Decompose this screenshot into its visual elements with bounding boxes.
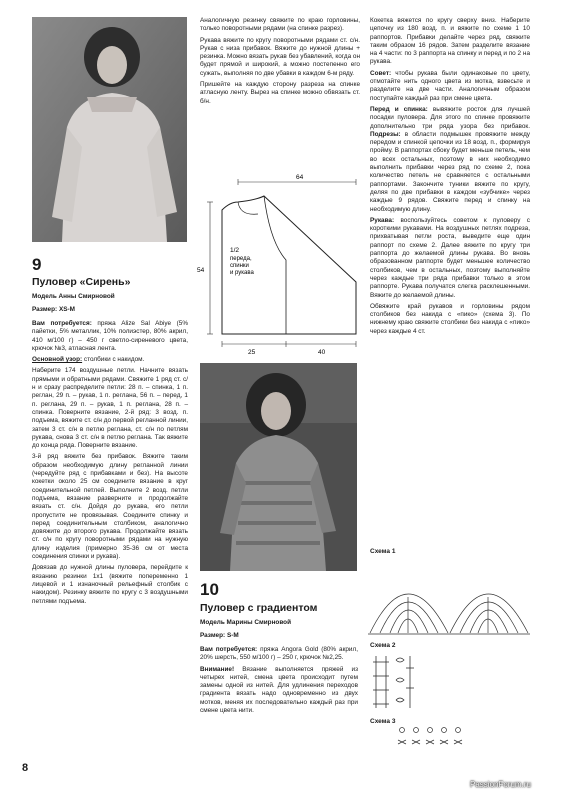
diagram-note-4: и рукава xyxy=(230,270,254,276)
materials-label: Вам потребуется: xyxy=(32,320,92,327)
scheme-3-chart xyxy=(396,726,476,746)
edging: Обвяжите край рукавов и горловины рядом столбиков без накида с «пико» (схема 3). По нижнему краю свяжите столбики без накида с «пико» через каждые 4 ст. xyxy=(370,302,530,335)
paragraph: Кокетка вяжется по кругу сверху вниз. Наберите цепочку из 180 возд. п. и вяжите по схеме 1 10 раппортов. Прибавки делайте через ряд, свяжите таким образом 16 рядов. Затем разделите вязание на 4 части: по 3 раппорта на спинку и перед и по 2 на рукава. xyxy=(370,17,530,66)
materials-10 xyxy=(200,646,358,663)
attention-10 xyxy=(200,666,358,716)
paragraph: Рукава вяжите по кругу поворотными рядами ст. с/н. Рукав с низа прибавок. Вяжите до нужной длины + резинка. Можно вязать рукав без убавлений, когда он будет прямой и широкий, а можно постепенно его сужать, выполняя по две убавки в каждом 6-м ряду. xyxy=(200,36,360,77)
scheme-1-chart xyxy=(366,557,532,637)
pattern-label: Основной узор: xyxy=(32,356,83,364)
sweater-10-photo xyxy=(200,363,357,571)
column-3-text xyxy=(370,17,530,339)
pattern-diagram xyxy=(196,172,364,362)
attention-text: Вязание выполняется пряжей из четырех нитей, смена цвета происходит путем замены одной из нитей. Для удлинения переходов градиента вязать надо одновременно из двух мотков, меняя их последовательно каждый раз при смене цвета нити. xyxy=(200,665,358,715)
front-text: вывяжите росток для лучшей посадки пуловера. Для этого по спинке провяжите дополнительно три ряда узора без прибавок. xyxy=(370,105,530,130)
sleeves-label: Рукава: xyxy=(370,216,395,224)
sweater-9-photo xyxy=(32,17,187,242)
size-label: Размер: xyxy=(32,306,58,313)
size-label: Размер: xyxy=(200,632,226,639)
materials-text: пряжа Alize Sal Abiye (5% пайетки, 5% металлик, 10% полиэстер, 80% акрил, 410 м/100 г) – 450 г светло-сиреневого цвета, крючок №3, атласная лента. xyxy=(32,320,189,352)
size-value: S-M xyxy=(226,632,239,639)
dim-top: 64 xyxy=(296,174,304,181)
paragraph: Наберите 174 воздушные петли. Начните вязать прямыми и обратными рядами. Свяжите 1 ряд ст. с/н и сразу распределите петли: 28 п. – спинка, 1 п. реглан, 29 п. – рукав, 1 п. реглана, 56 п. – перед, 1 п. реглана, 29 п. – рукав, 1 п. реглана, 28 п. – спинка. Поверните вязание, 2-й ряд: 3 возд. п. подъема, вяжите ст. с/н до первой регланной линии, затем 3 ст. с/н в петлю реглана, ст. с/н по петлям рукава, снова 3 ст. с/н в петлю реглана. Так вяжите до конца ряда. Поверните вязание. xyxy=(32,367,188,450)
paragraph: Пришейте на каждую сторону разреза на спинке атласную ленту. Вырез на спинке можно обвязать ст. б/н. xyxy=(200,81,360,105)
size-value: XS-M xyxy=(58,306,75,313)
pattern-title-9: Пуловер «Сирень» xyxy=(32,276,131,288)
materials-label: Вам потребуется: xyxy=(200,646,258,653)
watermark: PassionForum.ru xyxy=(470,780,531,789)
size-9 xyxy=(32,306,75,315)
dim-bottom-left: 25 xyxy=(248,349,256,356)
materials-9 xyxy=(32,320,188,353)
sleeves-text: воспользуйтесь советом к пуловеру с короткими рукавами. На воздушных петлях подреза, прихватывая петли роста, выведите еще один раппорт по схеме 2. Далее вяжите по кругу три раппорта до желаемой длины рукава. Во вновь образованном раппорте будет меньшее количество столбиков, чем в остальных, поэтому выполняйте через каждые три ряда прибавки только в этом раппорте. Рукава получатся слегка расклешенными. Вяжите до желаемой длины. xyxy=(370,216,530,299)
diagram-note-3: спинки xyxy=(230,263,249,269)
armholes-text: в области подмышек провяжите между передом и спинкой цепочки из 18 возд. п., формируя пройму. В раппортах сбоку будет меньше петель, чем во всех остальных, поэтому в них необходимо выполнить прибавки через ряд по схеме 2, пока количество петель не сравняется с остальными раппортами. Закончите туники вяжите по кругу, деляя по две прибавки в каждом «зубчике» через каждые 9 рядов. Свяжите перед и спинку на необходимую длину. xyxy=(370,130,531,213)
armholes-label: Подрезы: xyxy=(370,130,401,138)
diagram-note-1: 1/2 xyxy=(230,247,240,254)
dim-bottom-right: 40 xyxy=(318,349,326,356)
dim-left: 54 xyxy=(197,267,205,274)
column-1-text xyxy=(32,320,188,609)
pattern-title-10: Пуловер с градиентом xyxy=(200,602,318,614)
column-2-bottom-text xyxy=(200,646,358,718)
front-back xyxy=(370,106,530,214)
advice xyxy=(370,70,530,103)
paragraph: Аналогичную резинку свяжите по краю горловины, только поворотными рядами (на спинке разрез). xyxy=(200,17,360,33)
pattern-text: столбики с накидом. xyxy=(83,356,145,364)
scheme-1-label: Схема 1 xyxy=(370,548,396,555)
scheme-2-chart xyxy=(370,652,450,712)
front-label: Перед и спинка: xyxy=(370,105,428,113)
page-number: 8 xyxy=(22,762,29,774)
diagram-note-2: переда, xyxy=(230,256,252,262)
attention-label: Внимание! xyxy=(200,665,235,673)
materials-text: пряжа Angora Gold (80% акрил, 20% шерсть, 550 м/100 г) – 250 г, крючок №2,25. xyxy=(200,646,358,662)
pattern-number-9: 9 xyxy=(32,255,42,274)
column-2-top-text xyxy=(200,17,360,109)
sleeves xyxy=(370,217,530,300)
advice-text: чтобы рукава были одинаковые по цвету, отмотайте нить одного цвета из мотка, взвесьте и разделите на две части. Аналогичным образом поступайте каждый раз при смене цвета. xyxy=(370,69,530,102)
paragraph: Довязав до нужной длины пуловера, перейдите к вязанию резинки 1х1 (вяжите попеременно 1 лицевой и 1 изнаночный рельефный столбик с накидом). Резинку вяжите по кругу с 3 воздушными петлями подъема. xyxy=(32,564,188,605)
size-10 xyxy=(200,632,239,641)
paragraph: 3-й ряд вяжите без прибавок. Вяжите таким образом необходимую длину регланной линии (чередуйте ряд с прибавками и без). На высоте кокетки около 25 см соедините вязание в круг соединительной петлей. Выполните 2 возд. петли подъема, вязание разверните и продолжайте вязать ст. с/н. Дойдя до рукава, его петли пропустите не провязывая. Соедините спинку и перед соединительным столбиком, аналогично довяжите до второго рукава. Продолжайте вязать ст. с/н по кругу поворотными рядами на нужную длину изделия (примерно 35-36 см от места соединения спинки и рукава). xyxy=(32,453,188,561)
pattern-9 xyxy=(32,356,188,364)
designer-9: Модель Анны Смирновой xyxy=(32,293,115,300)
designer-10: Модель Марины Смирновой xyxy=(200,619,292,626)
scheme-3-label: Схема 3 xyxy=(370,718,396,725)
pattern-number-10: 10 xyxy=(200,580,219,599)
advice-label: Совет: xyxy=(370,69,392,77)
scheme-2-label: Схема 2 xyxy=(370,642,396,649)
